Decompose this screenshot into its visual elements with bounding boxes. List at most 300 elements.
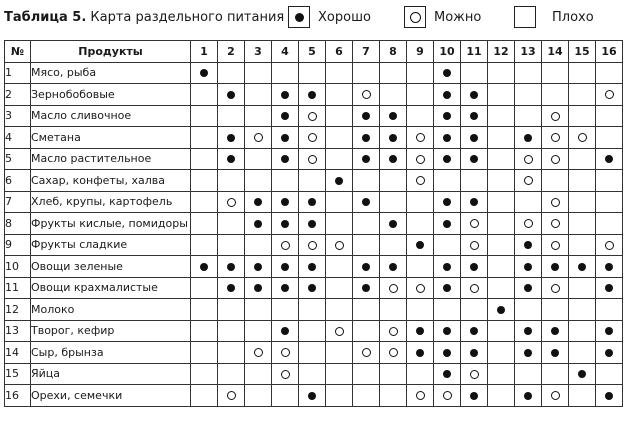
filled-circle-icon — [227, 284, 235, 292]
row-number: 16 — [5, 385, 31, 407]
compat-cell — [380, 84, 407, 106]
empty-circle-icon — [335, 327, 344, 336]
filled-circle-icon — [362, 134, 370, 142]
compat-cell — [461, 105, 488, 127]
compat-cell — [326, 320, 353, 342]
compat-cell — [191, 385, 218, 407]
compat-cell — [434, 385, 461, 407]
filled-circle-icon — [605, 349, 613, 357]
compat-cell — [407, 299, 434, 321]
compat-cell — [353, 148, 380, 170]
compat-cell — [218, 62, 245, 84]
compat-cell — [380, 277, 407, 299]
compat-cell — [434, 256, 461, 278]
filled-circle-icon — [470, 134, 478, 142]
empty-circle-icon — [308, 133, 317, 142]
compat-cell — [596, 148, 623, 170]
compat-cell — [569, 191, 596, 213]
compat-cell — [218, 385, 245, 407]
compat-cell — [380, 127, 407, 149]
compat-cell — [515, 342, 542, 364]
compat-cell — [272, 342, 299, 364]
column-header: 12 — [488, 41, 515, 63]
empty-circle-icon — [578, 133, 587, 142]
compat-cell — [434, 213, 461, 235]
compat-cell — [299, 84, 326, 106]
compat-cell — [380, 148, 407, 170]
compat-cell — [407, 62, 434, 84]
table-row — [5, 105, 623, 127]
compat-cell — [245, 148, 272, 170]
compat-cell — [272, 363, 299, 385]
filled-circle-icon — [443, 284, 451, 292]
empty-circle-icon — [335, 241, 344, 250]
filled-circle-icon — [254, 220, 262, 228]
filled-circle-icon — [470, 112, 478, 120]
compat-cell — [272, 320, 299, 342]
compat-cell — [515, 213, 542, 235]
compat-cell — [353, 213, 380, 235]
compat-cell — [380, 363, 407, 385]
compat-cell — [326, 299, 353, 321]
empty-circle-icon — [605, 241, 614, 250]
compat-cell — [407, 320, 434, 342]
compat-cell — [461, 299, 488, 321]
compat-cell — [407, 191, 434, 213]
compat-cell — [353, 320, 380, 342]
filled-circle-icon — [308, 392, 316, 400]
row-number: 15 — [5, 363, 31, 385]
header — [4, 6, 624, 34]
column-header: 9 — [407, 41, 434, 63]
compat-cell — [596, 256, 623, 278]
compat-cell — [434, 84, 461, 106]
empty-circle-icon — [281, 348, 290, 357]
food-combination-table — [4, 40, 623, 407]
compat-cell — [326, 105, 353, 127]
filled-circle-icon — [551, 349, 559, 357]
filled-circle-icon — [524, 241, 532, 249]
compat-cell — [326, 191, 353, 213]
compat-cell — [488, 299, 515, 321]
product-name: Молоко — [31, 299, 191, 321]
compat-cell — [461, 62, 488, 84]
filled-circle-icon — [470, 155, 478, 163]
compat-cell — [515, 127, 542, 149]
compat-cell — [488, 127, 515, 149]
compat-cell — [218, 84, 245, 106]
empty-circle-icon — [416, 133, 425, 142]
compat-cell — [596, 277, 623, 299]
filled-circle-icon — [443, 91, 451, 99]
compat-cell — [488, 191, 515, 213]
compat-cell — [272, 148, 299, 170]
compat-cell — [380, 342, 407, 364]
filled-circle-icon — [443, 327, 451, 335]
filled-circle-icon — [470, 349, 478, 357]
compat-cell — [569, 234, 596, 256]
compat-cell — [191, 84, 218, 106]
row-number: 14 — [5, 342, 31, 364]
compat-cell — [218, 148, 245, 170]
compat-cell — [272, 105, 299, 127]
compat-cell — [299, 277, 326, 299]
filled-circle-icon — [578, 263, 586, 271]
compat-cell — [299, 213, 326, 235]
compat-cell — [596, 127, 623, 149]
compat-cell — [596, 234, 623, 256]
compat-cell — [569, 320, 596, 342]
compat-cell — [245, 299, 272, 321]
compat-cell — [191, 170, 218, 192]
compat-cell — [596, 213, 623, 235]
compat-cell — [218, 127, 245, 149]
compat-cell — [461, 320, 488, 342]
compat-cell — [299, 62, 326, 84]
filled-circle-icon — [362, 284, 370, 292]
compat-cell — [326, 170, 353, 192]
compat-cell — [191, 127, 218, 149]
table-row — [5, 170, 623, 192]
compat-cell — [326, 234, 353, 256]
column-header: 6 — [326, 41, 353, 63]
compat-cell — [542, 191, 569, 213]
filled-circle-icon — [281, 134, 289, 142]
filled-circle-icon — [200, 263, 208, 271]
compat-cell — [191, 191, 218, 213]
filled-circle-icon — [470, 392, 478, 400]
compat-cell — [299, 256, 326, 278]
product-name: Овощи крахмалистые — [31, 277, 191, 299]
compat-cell — [569, 363, 596, 385]
compat-cell — [218, 299, 245, 321]
compat-cell — [596, 105, 623, 127]
compat-cell — [515, 84, 542, 106]
column-header: 10 — [434, 41, 461, 63]
compat-cell — [488, 213, 515, 235]
column-header: 4 — [272, 41, 299, 63]
compat-cell — [326, 277, 353, 299]
filled-circle-icon — [470, 91, 478, 99]
filled-circle-icon — [295, 13, 304, 22]
compat-cell — [434, 277, 461, 299]
compat-cell — [272, 191, 299, 213]
compat-cell — [515, 170, 542, 192]
compat-cell — [326, 213, 353, 235]
caption-label: Таблица 5. — [4, 10, 87, 25]
compat-cell — [488, 170, 515, 192]
compat-cell — [542, 256, 569, 278]
compat-cell — [218, 277, 245, 299]
filled-circle-icon — [443, 220, 451, 228]
compat-cell — [488, 342, 515, 364]
legend-bad-swatch — [514, 6, 536, 28]
row-number: 10 — [5, 256, 31, 278]
compat-cell — [542, 105, 569, 127]
compat-cell — [542, 234, 569, 256]
empty-circle-icon — [524, 155, 533, 164]
compat-cell — [596, 84, 623, 106]
empty-circle-icon — [551, 391, 560, 400]
compat-cell — [542, 148, 569, 170]
row-number: 9 — [5, 234, 31, 256]
compat-cell — [569, 105, 596, 127]
compat-cell — [218, 342, 245, 364]
compat-cell — [569, 256, 596, 278]
compat-cell — [488, 320, 515, 342]
filled-circle-icon — [416, 327, 424, 335]
filled-circle-icon — [551, 263, 559, 271]
compat-cell — [542, 213, 569, 235]
compat-cell — [434, 299, 461, 321]
compat-cell — [299, 385, 326, 407]
filled-circle-icon — [605, 284, 613, 292]
compat-cell — [326, 62, 353, 84]
compat-cell — [191, 299, 218, 321]
compat-cell — [407, 342, 434, 364]
compat-cell — [380, 234, 407, 256]
compat-cell — [488, 363, 515, 385]
filled-circle-icon — [524, 134, 532, 142]
empty-circle-icon — [308, 155, 317, 164]
filled-circle-icon — [281, 220, 289, 228]
row-number: 2 — [5, 84, 31, 106]
column-header: 5 — [299, 41, 326, 63]
filled-circle-icon — [443, 349, 451, 357]
compat-cell — [299, 342, 326, 364]
compat-cell — [245, 62, 272, 84]
compat-cell — [515, 148, 542, 170]
compat-cell — [191, 320, 218, 342]
compat-cell — [596, 385, 623, 407]
compat-cell — [434, 191, 461, 213]
compat-cell — [569, 299, 596, 321]
empty-circle-icon — [551, 219, 560, 228]
filled-circle-icon — [470, 263, 478, 271]
compat-cell — [569, 127, 596, 149]
compat-cell — [272, 127, 299, 149]
empty-circle-icon — [227, 198, 236, 207]
empty-circle-icon — [470, 284, 479, 293]
row-number: 3 — [5, 105, 31, 127]
filled-circle-icon — [308, 263, 316, 271]
product-name: Овощи зеленые — [31, 256, 191, 278]
empty-circle-icon — [281, 241, 290, 250]
filled-circle-icon — [281, 263, 289, 271]
compat-cell — [191, 105, 218, 127]
filled-circle-icon — [605, 263, 613, 271]
compat-cell — [299, 320, 326, 342]
compat-cell — [326, 148, 353, 170]
compat-cell — [596, 299, 623, 321]
compat-cell — [353, 277, 380, 299]
row-number: 11 — [5, 277, 31, 299]
row-number: 4 — [5, 127, 31, 149]
filled-circle-icon — [362, 112, 370, 120]
compat-cell — [434, 62, 461, 84]
legend-good-swatch — [288, 6, 310, 28]
table-row — [5, 234, 623, 256]
filled-circle-icon — [227, 91, 235, 99]
table-row — [5, 342, 623, 364]
column-header: 7 — [353, 41, 380, 63]
compat-cell — [461, 213, 488, 235]
compat-cell — [353, 299, 380, 321]
compat-cell — [272, 385, 299, 407]
row-number: 8 — [5, 213, 31, 235]
compat-cell — [542, 385, 569, 407]
compat-cell — [569, 170, 596, 192]
compat-cell — [515, 385, 542, 407]
compat-cell — [542, 170, 569, 192]
product-header: Продукты — [31, 41, 191, 63]
compat-cell — [596, 191, 623, 213]
empty-circle-icon — [524, 176, 533, 185]
compat-cell — [542, 62, 569, 84]
compat-cell — [245, 320, 272, 342]
empty-circle-icon — [551, 241, 560, 250]
compat-cell — [461, 170, 488, 192]
empty-circle-icon — [524, 219, 533, 228]
compat-cell — [407, 234, 434, 256]
compat-cell — [380, 62, 407, 84]
empty-circle-icon — [551, 284, 560, 293]
filled-circle-icon — [389, 220, 397, 228]
column-header: 2 — [218, 41, 245, 63]
compat-cell — [245, 256, 272, 278]
empty-circle-icon — [389, 327, 398, 336]
table-row — [5, 84, 623, 106]
compat-cell — [299, 148, 326, 170]
compat-cell — [272, 62, 299, 84]
compat-cell — [380, 105, 407, 127]
column-header: 11 — [461, 41, 488, 63]
product-name: Яйца — [31, 363, 191, 385]
compat-cell — [542, 342, 569, 364]
compat-cell — [569, 84, 596, 106]
legend-good-label: Хорошо — [318, 10, 371, 25]
compat-cell — [407, 256, 434, 278]
compat-cell — [245, 170, 272, 192]
compat-cell — [218, 213, 245, 235]
compat-cell — [245, 342, 272, 364]
product-name: Сахар, конфеты, халва — [31, 170, 191, 192]
compat-cell — [218, 320, 245, 342]
compat-cell — [569, 62, 596, 84]
compat-cell — [272, 299, 299, 321]
table-header-row — [5, 41, 623, 63]
compat-cell — [191, 62, 218, 84]
compat-cell — [515, 105, 542, 127]
column-header: 3 — [245, 41, 272, 63]
compat-cell — [380, 191, 407, 213]
compat-cell — [569, 277, 596, 299]
table-row — [5, 191, 623, 213]
compat-cell — [353, 256, 380, 278]
table-row — [5, 148, 623, 170]
empty-circle-icon — [362, 348, 371, 357]
compat-cell — [515, 191, 542, 213]
table-row — [5, 213, 623, 235]
compat-cell — [569, 213, 596, 235]
product-name: Сметана — [31, 127, 191, 149]
compat-cell — [353, 385, 380, 407]
compat-cell — [542, 127, 569, 149]
empty-circle-icon — [254, 348, 263, 357]
filled-circle-icon — [416, 349, 424, 357]
compat-cell — [488, 148, 515, 170]
filled-circle-icon — [281, 155, 289, 163]
empty-circle-icon — [470, 241, 479, 250]
filled-circle-icon — [605, 392, 613, 400]
filled-circle-icon — [281, 198, 289, 206]
filled-circle-icon — [605, 327, 613, 335]
compat-cell — [542, 363, 569, 385]
filled-circle-icon — [443, 155, 451, 163]
filled-circle-icon — [524, 327, 532, 335]
compat-cell — [461, 148, 488, 170]
row-number: 5 — [5, 148, 31, 170]
filled-circle-icon — [227, 134, 235, 142]
compat-cell — [488, 84, 515, 106]
filled-circle-icon — [389, 263, 397, 271]
compat-cell — [569, 385, 596, 407]
empty-circle-icon — [410, 12, 421, 23]
empty-circle-icon — [254, 133, 263, 142]
compat-cell — [407, 84, 434, 106]
empty-circle-icon — [389, 348, 398, 357]
compat-cell — [272, 277, 299, 299]
compat-cell — [461, 277, 488, 299]
compat-cell — [272, 256, 299, 278]
filled-circle-icon — [443, 134, 451, 142]
compat-cell — [353, 62, 380, 84]
compat-cell — [515, 234, 542, 256]
compat-cell — [542, 84, 569, 106]
filled-circle-icon — [281, 284, 289, 292]
compat-cell — [488, 234, 515, 256]
compat-cell — [407, 363, 434, 385]
compat-cell — [245, 127, 272, 149]
filled-circle-icon — [254, 198, 262, 206]
table-row — [5, 127, 623, 149]
product-name: Хлеб, крупы, картофель — [31, 191, 191, 213]
compat-cell — [434, 148, 461, 170]
compat-cell — [407, 170, 434, 192]
table-caption — [4, 10, 284, 25]
filled-circle-icon — [551, 327, 559, 335]
filled-circle-icon — [416, 241, 424, 249]
product-name: Масло растительное — [31, 148, 191, 170]
compat-cell — [326, 363, 353, 385]
compat-cell — [218, 105, 245, 127]
compat-cell — [488, 62, 515, 84]
filled-circle-icon — [524, 392, 532, 400]
column-header: 15 — [569, 41, 596, 63]
table-row — [5, 385, 623, 407]
product-name: Масло сливочное — [31, 105, 191, 127]
compat-cell — [353, 342, 380, 364]
compat-cell — [542, 320, 569, 342]
compat-cell — [596, 170, 623, 192]
compat-cell — [191, 213, 218, 235]
compat-cell — [299, 127, 326, 149]
compat-cell — [380, 299, 407, 321]
compat-cell — [515, 277, 542, 299]
filled-circle-icon — [443, 69, 451, 77]
compat-cell — [245, 363, 272, 385]
compat-cell — [380, 320, 407, 342]
